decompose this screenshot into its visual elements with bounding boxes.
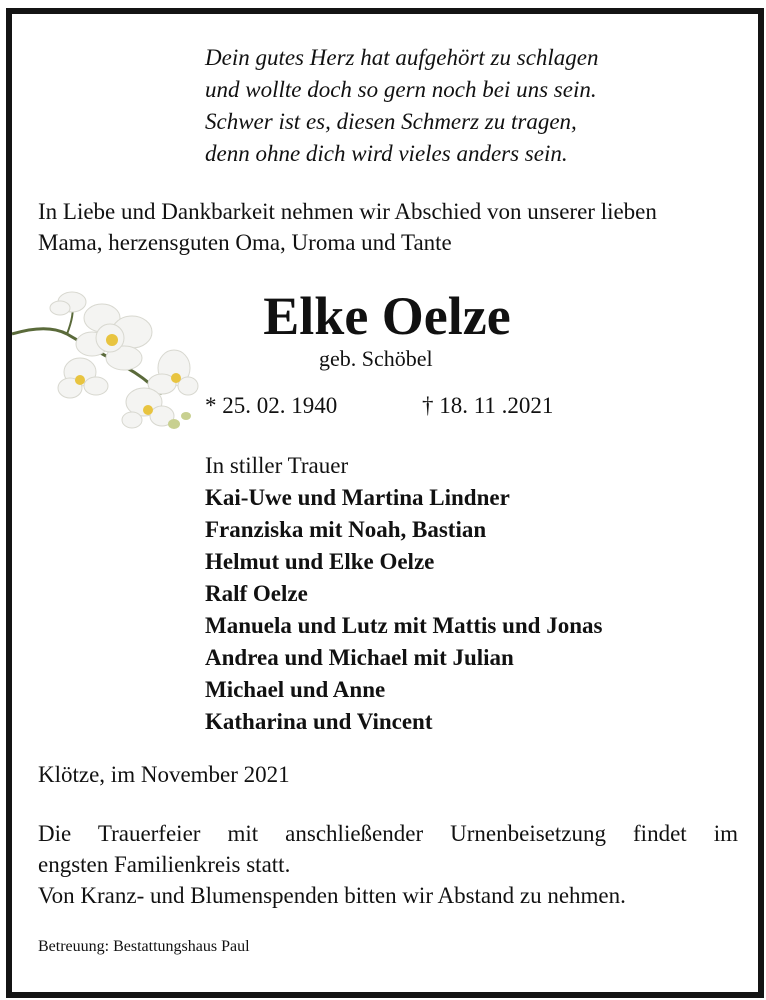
intro-text bbox=[38, 196, 738, 258]
poem-line: Schwer ist es, diesen Schmerz zu tragen, bbox=[205, 109, 577, 134]
birth-name: geb. Schöbel bbox=[319, 346, 433, 371]
obituary-frame bbox=[6, 8, 764, 998]
mourners-list bbox=[205, 450, 602, 738]
undertaker-credit: Betreuung: Bestattungshaus Paul bbox=[38, 938, 250, 955]
deceased-name: Elke Oelze bbox=[263, 286, 511, 346]
mourner-name: Helmut und Elke Oelze bbox=[205, 549, 435, 574]
place-date: Klötze, im November 2021 bbox=[38, 762, 290, 787]
birth-date: * 25. 02. 1940 bbox=[205, 393, 338, 418]
mourner-name: Katharina und Vincent bbox=[205, 709, 433, 734]
mourners-intro: In stiller Trauer bbox=[205, 453, 349, 478]
intro-line: In Liebe und Dankbarkeit nehmen wir Abschied von unserer lieben bbox=[38, 199, 657, 224]
death-date: † 18. 11 .2021 bbox=[422, 393, 554, 418]
poem bbox=[205, 42, 599, 170]
funeral-line: Von Kranz- und Blumenspenden bitten wir Abstand zu nehmen. bbox=[38, 883, 626, 908]
intro-line: Mama, herzensguten Oma, Uroma und Tante bbox=[38, 230, 452, 255]
mourner-name: Andrea und Michael mit Julian bbox=[205, 645, 514, 670]
poem-line: Dein gutes Herz hat aufgehört zu schlagen bbox=[205, 45, 599, 70]
poem-line: und wollte doch so gern noch bei uns sein. bbox=[205, 77, 597, 102]
orchid-image bbox=[12, 276, 202, 436]
funeral-line: Die Trauerfeier mit anschließender Urnenbeisetzung findet im bbox=[38, 821, 738, 846]
funeral-notice bbox=[38, 818, 738, 911]
poem-line: denn ohne dich wird vieles anders sein. bbox=[205, 141, 568, 166]
mourner-name: Franziska mit Noah, Bastian bbox=[205, 517, 487, 542]
mourner-name: Ralf Oelze bbox=[205, 581, 308, 606]
mourner-name: Manuela und Lutz mit Mattis und Jonas bbox=[205, 613, 603, 638]
funeral-line: engsten Familienkreis statt. bbox=[38, 852, 291, 877]
mourner-name: Kai-Uwe und Martina Lindner bbox=[205, 485, 510, 510]
mourner-name: Michael und Anne bbox=[205, 677, 386, 702]
